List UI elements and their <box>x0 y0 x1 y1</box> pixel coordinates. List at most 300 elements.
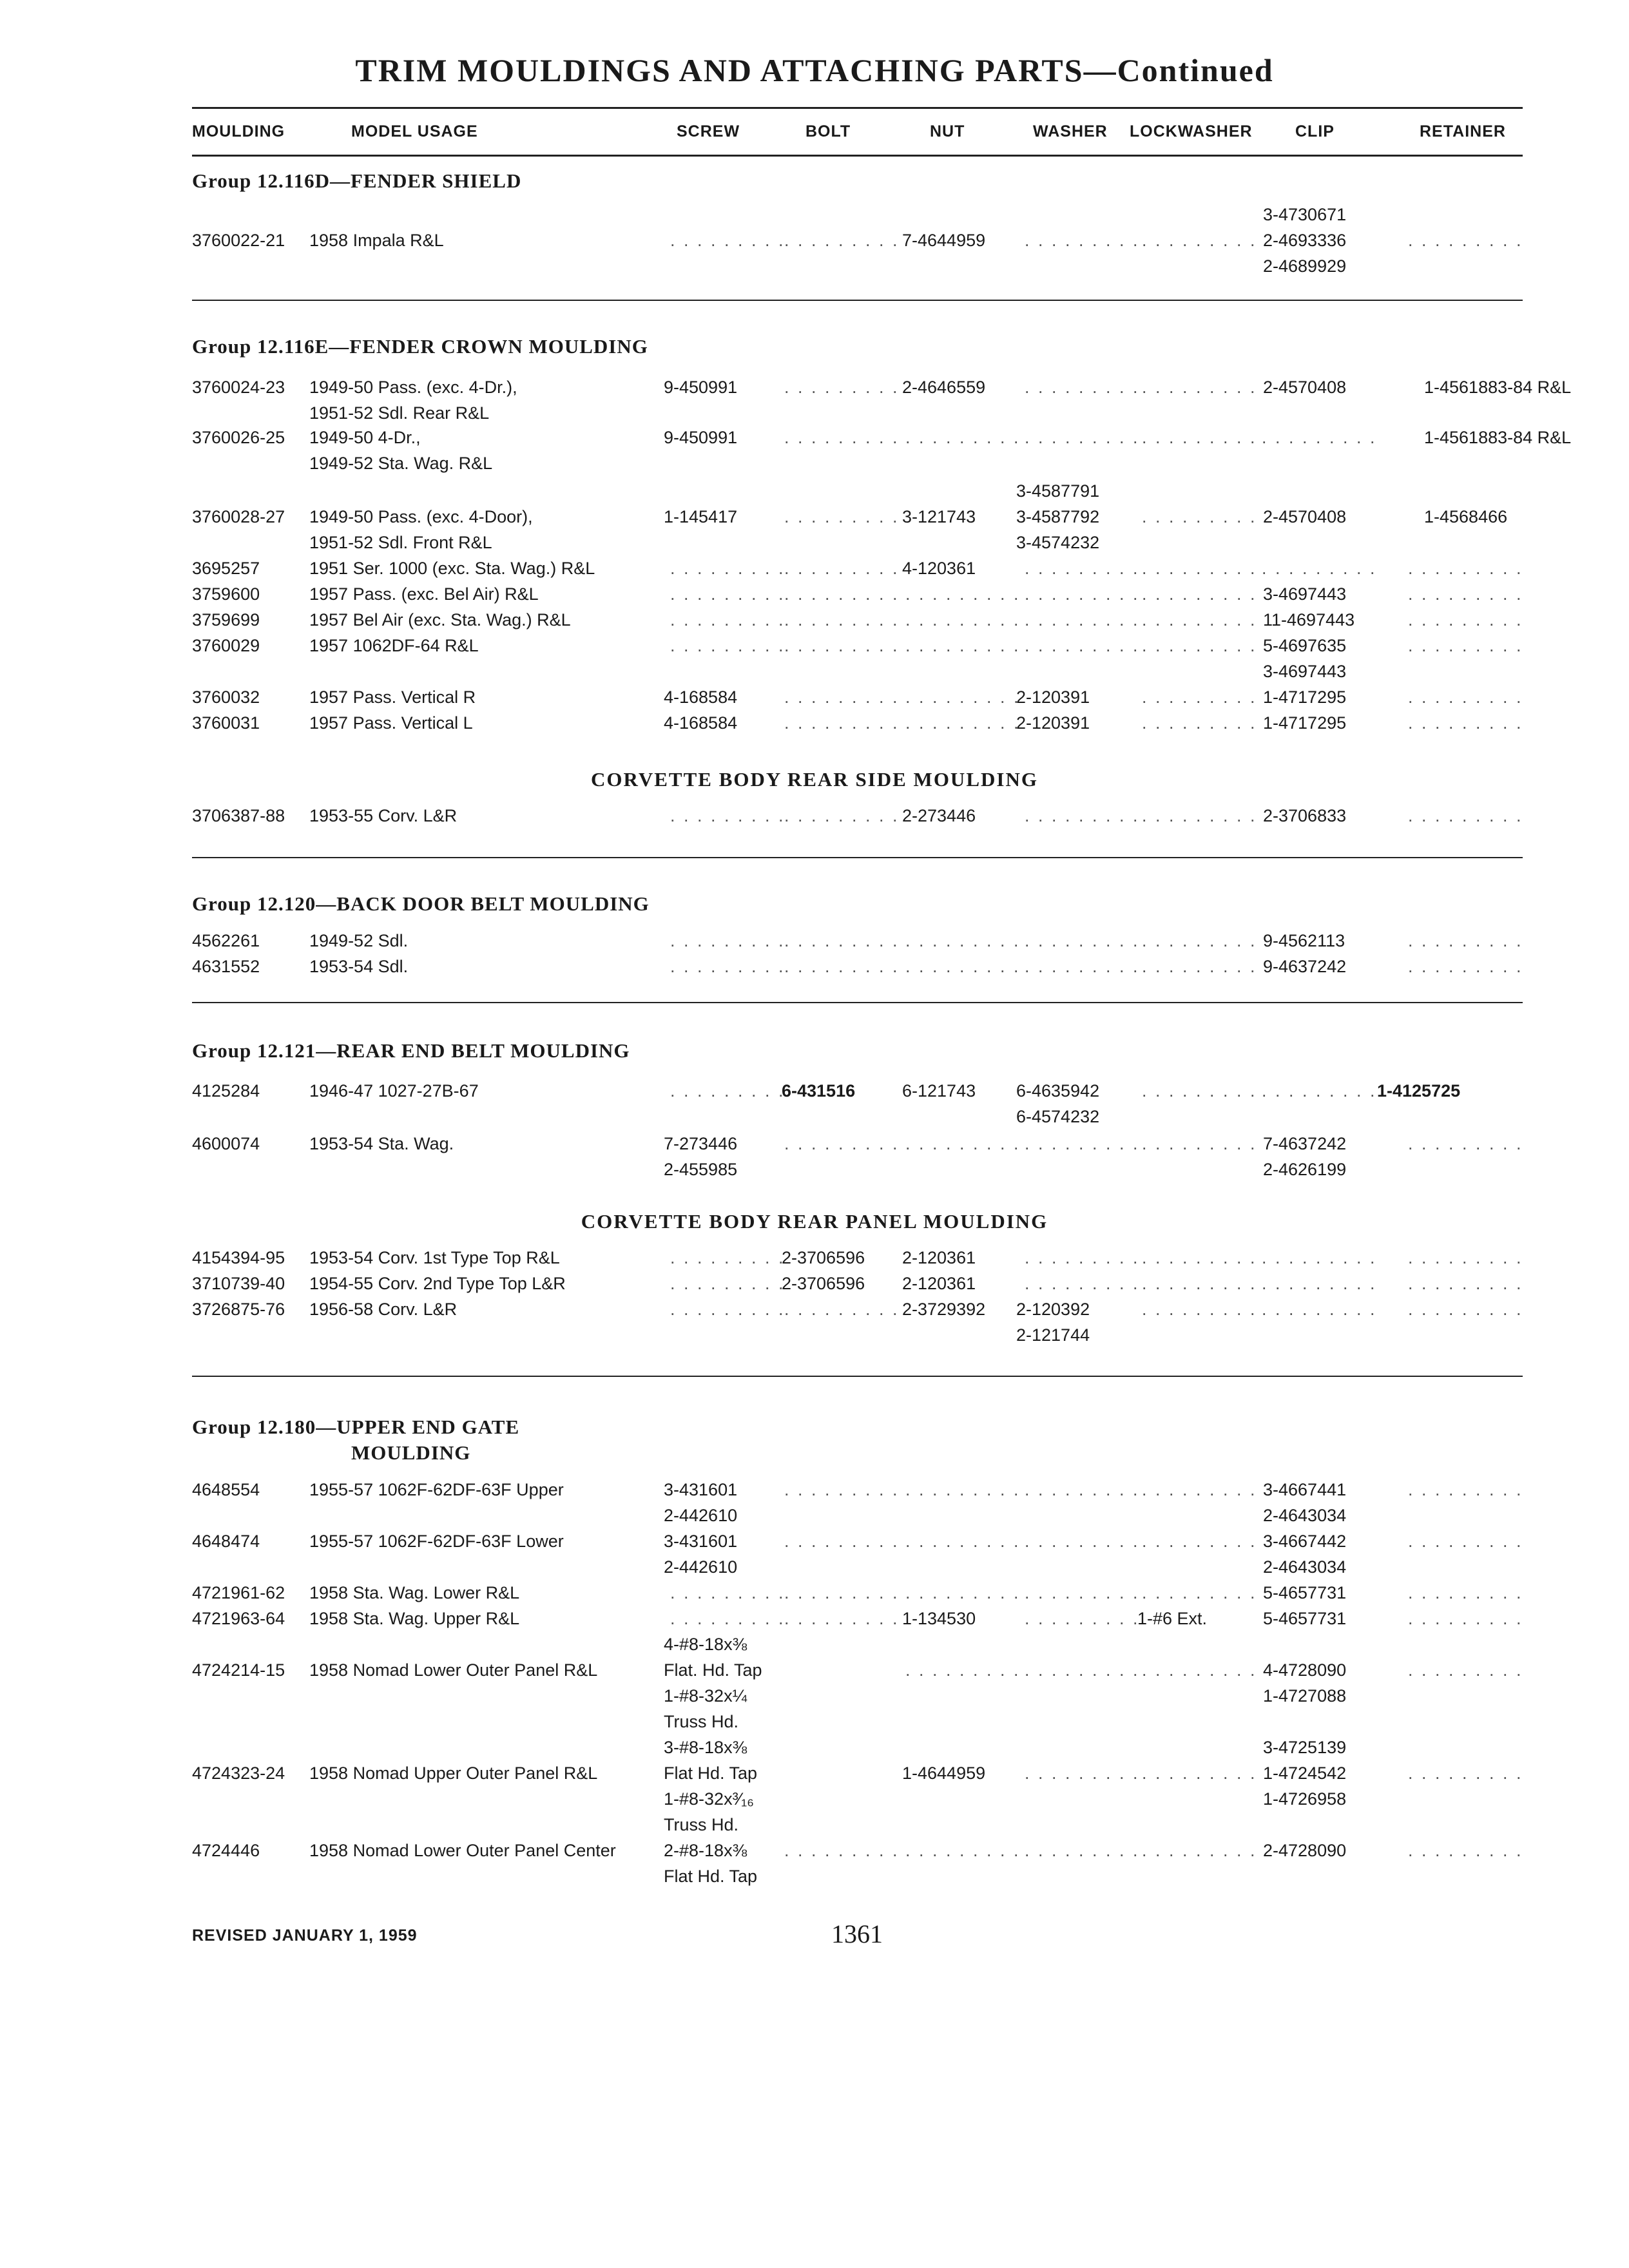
table-row <box>0 374 1629 400</box>
dot-leader: . . . . . . . . . <box>1408 1134 1523 1153</box>
table-row <box>0 425 1629 450</box>
col-header-nut: NUT <box>930 122 965 140</box>
cell-clip: 3-4697443 <box>1263 662 1347 681</box>
dot-leader: . . . . . . . . . <box>670 1081 786 1100</box>
cell-model: 1955-57 1062F-62DF-63F Lower <box>309 1532 564 1551</box>
dot-leader: . . . . . . . . . <box>1408 584 1523 604</box>
dot-leader: . . . . . . . . . <box>1025 584 1140 604</box>
dot-leader: . . . . . . . . . <box>784 1609 900 1628</box>
cell-part: 4724214-15 <box>192 1660 285 1680</box>
dot-leader: . . . . . . . . . <box>905 428 1021 447</box>
cell-washer: 2-120392 <box>1016 1300 1090 1319</box>
dot-leader: . . . . . . . . . <box>1408 957 1523 976</box>
cell-model: 1957 Pass. Vertical L <box>309 713 473 733</box>
cell-clip: 2-3706833 <box>1263 806 1347 825</box>
table-row <box>0 1838 1629 1863</box>
table-row <box>0 202 1629 227</box>
dot-leader: . . . . . . . . . <box>905 610 1021 629</box>
group-heading-upper-end-gate-line2: MOULDING <box>351 1441 471 1464</box>
cell-clip: 7-4637242 <box>1263 1134 1347 1153</box>
dot-leader: . . . . . . . . . <box>905 1660 1021 1680</box>
cell-model: 1949-52 Sdl. <box>309 931 409 950</box>
col-header-retainer: RETAINER <box>1420 122 1506 140</box>
cell-part: 3695257 <box>192 559 260 578</box>
cell-model: 1951-52 Sdl. Rear R&L <box>309 403 490 423</box>
table-row <box>0 1735 1629 1760</box>
cell-screw: Flat Hd. Tap <box>664 1763 758 1783</box>
dot-leader: . . . . . . . . . <box>1025 1134 1140 1153</box>
cell-bolt: 6-431516 <box>782 1081 856 1100</box>
cell-part: 3760031 <box>192 713 260 733</box>
dot-leader: . . . . . . . . . <box>1142 1480 1257 1499</box>
dot-leader: . . . . . . . . . <box>670 1583 786 1602</box>
table-row <box>0 1760 1629 1786</box>
dot-leader: . . . . . . . . . <box>1025 636 1140 655</box>
dot-leader: . . . . . . . . . <box>1262 559 1377 578</box>
group-heading-fender-crown: Group 12.116E—FENDER CROWN MOULDING <box>192 335 648 358</box>
group-heading-corvette-rear-side: CORVETTE BODY REAR SIDE MOULDING <box>591 768 1038 791</box>
cell-clip: 4-4728090 <box>1263 1660 1347 1680</box>
cell-ret: 1-4561883-84 R&L <box>1424 378 1572 397</box>
table-row <box>0 1709 1629 1735</box>
dot-leader: . . . . . . . . . <box>1408 713 1523 733</box>
dot-leader: . . . . . . . . . <box>1142 1274 1257 1293</box>
cell-screw: Truss Hd. <box>664 1712 739 1731</box>
cell-model: 1953-54 Sta. Wag. <box>309 1134 454 1153</box>
dot-leader: . . . . . . . . . <box>1142 1583 1257 1602</box>
table-row <box>0 684 1629 710</box>
dot-leader: . . . . . . . . . <box>1408 636 1523 655</box>
cell-screw: 1-#8-32x³⁄₁₆ <box>664 1789 755 1809</box>
table-row <box>0 1131 1629 1157</box>
cell-screw: Truss Hd. <box>664 1815 739 1834</box>
dot-leader: . . . . . . . . . <box>670 1248 786 1267</box>
cell-washer: 2-120391 <box>1016 687 1090 707</box>
cell-screw: 4-168584 <box>664 713 738 733</box>
cell-model: 1949-50 4-Dr., <box>309 428 421 447</box>
dot-leader: . . . . . . . . . <box>784 1583 900 1602</box>
cell-nut: 7-4644959 <box>902 231 986 250</box>
cell-clip: 1-4717295 <box>1263 713 1347 733</box>
cell-washer: 3-4587792 <box>1016 507 1100 526</box>
cell-nut: 6-121743 <box>902 1081 976 1100</box>
table-row <box>0 607 1629 633</box>
cell-screw: 9-450991 <box>664 428 738 447</box>
dot-leader: . . . . . . . . . <box>784 1532 900 1551</box>
dot-leader: . . . . . . . . . <box>1142 1660 1257 1680</box>
cell-screw: Flat. Hd. Tap <box>664 1660 762 1680</box>
table-row <box>0 1683 1629 1709</box>
table-row <box>0 954 1629 979</box>
dot-leader: . . . . . . . . . <box>670 1609 786 1628</box>
table-row <box>0 1528 1629 1554</box>
cell-screw: 1-#8-32x¼ <box>664 1686 747 1706</box>
cell-model: 1953-54 Corv. 1st Type Top R&L <box>309 1248 560 1267</box>
cell-clip: 1-4727088 <box>1263 1686 1347 1706</box>
dot-leader: . . . . . . . . . <box>905 713 1021 733</box>
cell-clip: 1-4726958 <box>1263 1789 1347 1809</box>
cell-nut: 1-134530 <box>902 1609 976 1628</box>
cell-washer: 6-4635942 <box>1016 1081 1100 1100</box>
cell-part: 4562261 <box>192 931 260 950</box>
cell-nut: 2-4646559 <box>902 378 986 397</box>
table-row <box>0 1503 1629 1528</box>
table-row <box>0 1580 1629 1606</box>
cell-part: 4154394-95 <box>192 1248 285 1267</box>
section-divider <box>192 300 1523 301</box>
dot-leader: . . . . . . . . . <box>784 584 900 604</box>
cell-part: 4648474 <box>192 1532 260 1551</box>
dot-leader: . . . . . . . . . <box>670 584 786 604</box>
cell-bolt: 2-3706596 <box>782 1248 865 1267</box>
cell-model: 1951-52 Sdl. Front R&L <box>309 533 492 552</box>
dot-leader: . . . . . . . . . <box>1408 231 1523 250</box>
dot-leader: . . . . . . . . . <box>1408 806 1523 825</box>
col-header-clip: CLIP <box>1295 122 1335 140</box>
cell-washer: 3-4587791 <box>1016 481 1100 501</box>
cell-part: 4724446 <box>192 1841 260 1860</box>
cell-washer: 2-121744 <box>1016 1325 1090 1345</box>
table-row <box>0 504 1629 530</box>
dot-leader: . . . . . . . . . <box>1142 378 1257 397</box>
dot-leader: . . . . . . . . . <box>784 559 900 578</box>
cell-screw: 3-431601 <box>664 1480 738 1499</box>
dot-leader: . . . . . . . . . <box>1142 1134 1257 1153</box>
section-divider <box>192 1376 1523 1377</box>
page-title: TRIM MOULDINGS AND ATTACHING PARTS—Continued <box>355 52 1274 88</box>
col-header-washer: WASHER <box>1033 122 1108 140</box>
table-row <box>0 555 1629 581</box>
dot-leader: . . . . . . . . . <box>1408 1300 1523 1319</box>
cell-part: 3760032 <box>192 687 260 707</box>
cell-clip: 2-4643034 <box>1263 1557 1347 1577</box>
cell-part: 4631552 <box>192 957 260 976</box>
cell-clip: 1-4724542 <box>1263 1763 1347 1783</box>
dot-leader: . . . . . . . . . <box>670 957 786 976</box>
dot-leader: . . . . . . . . . <box>1408 1248 1523 1267</box>
dot-leader: . . . . . . . . . <box>784 428 900 447</box>
cell-model: 1953-54 Sdl. <box>309 957 409 976</box>
cell-clip: 9-4562113 <box>1263 931 1345 950</box>
dot-leader: . . . . . . . . . <box>1262 1300 1377 1319</box>
dot-leader: . . . . . . . . . <box>1142 713 1257 733</box>
cell-model: 1953-55 Corv. L&R <box>309 806 458 825</box>
cell-clip: 2-4728090 <box>1263 1841 1347 1860</box>
dot-leader: . . . . . . . . . <box>1142 1300 1257 1319</box>
dot-leader: . . . . . . . . . <box>1262 1081 1377 1100</box>
cell-washer: 6-4574232 <box>1016 1107 1100 1126</box>
dot-leader: . . . . . . . . . <box>905 1480 1021 1499</box>
dot-leader: . . . . . . . . . <box>1025 806 1140 825</box>
cell-nut: 2-120361 <box>902 1274 976 1293</box>
table-row <box>0 1863 1629 1889</box>
table-row <box>0 928 1629 954</box>
col-header-bolt: BOLT <box>805 122 851 140</box>
dot-leader: . . . . . . . . . <box>905 957 1021 976</box>
cell-part: 3760029 <box>192 636 260 655</box>
cell-clip: 5-4657731 <box>1263 1609 1347 1628</box>
dot-leader: . . . . . . . . . <box>1025 1248 1140 1267</box>
table-row <box>0 478 1629 504</box>
cell-model: 1951 Ser. 1000 (exc. Sta. Wag.) R&L <box>309 559 595 578</box>
cell-screw: Flat Hd. Tap <box>664 1867 758 1886</box>
dot-leader: . . . . . . . . . <box>1025 931 1140 950</box>
dot-leader: . . . . . . . . . <box>670 610 786 629</box>
dot-leader: . . . . . . . . . <box>784 610 900 629</box>
dot-leader: . . . . . . . . . <box>1025 1609 1140 1628</box>
table-row <box>0 227 1629 253</box>
cell-model: 1958 Sta. Wag. Lower R&L <box>309 1583 520 1602</box>
group-heading-corvette-rear-panel: CORVETTE BODY REAR PANEL MOULDING <box>581 1210 1048 1233</box>
table-row <box>0 1786 1629 1812</box>
cell-part: 3760024-23 <box>192 378 285 397</box>
cell-clip: 11-4697443 <box>1263 610 1355 629</box>
dot-leader: . . . . . . . . . <box>1142 1248 1257 1267</box>
cell-screw: 2-455985 <box>664 1160 738 1179</box>
dot-leader: . . . . . . . . . <box>1025 1532 1140 1551</box>
cell-model: 1958 Nomad Lower Outer Panel R&L <box>309 1660 598 1680</box>
cell-model: 1958 Sta. Wag. Upper R&L <box>309 1609 520 1628</box>
cell-part: 3760026-25 <box>192 428 285 447</box>
dot-leader: . . . . . . . . . <box>1025 559 1140 578</box>
dot-leader: . . . . . . . . . <box>670 931 786 950</box>
dot-leader: . . . . . . . . . <box>1142 507 1257 526</box>
cell-model: 1949-50 Pass. (exc. 4-Dr.), <box>309 378 517 397</box>
table-row <box>0 633 1629 658</box>
dot-leader: . . . . . . . . . <box>1142 806 1257 825</box>
dot-leader: . . . . . . . . . <box>1025 1841 1140 1860</box>
revision-date: REVISED JANUARY 1, 1959 <box>192 1927 418 1945</box>
dot-leader: . . . . . . . . . <box>1142 1081 1257 1100</box>
dot-leader: . . . . . . . . . <box>905 1134 1021 1153</box>
table-row <box>0 1812 1629 1838</box>
cell-clip: 2-4626199 <box>1263 1160 1347 1179</box>
cell-screw: 4-168584 <box>664 687 738 707</box>
dot-leader: . . . . . . . . . <box>784 1841 900 1860</box>
cell-part: 4648554 <box>192 1480 260 1499</box>
section-divider <box>192 857 1523 858</box>
dot-leader: . . . . . . . . . <box>1142 957 1257 976</box>
dot-leader: . . . . . . . . . <box>1262 1274 1377 1293</box>
dot-leader: . . . . . . . . . <box>1408 559 1523 578</box>
dot-leader: . . . . . . . . . <box>1025 610 1140 629</box>
dot-leader: . . . . . . . . . <box>1025 1660 1140 1680</box>
dot-leader: . . . . . . . . . <box>905 687 1021 707</box>
cell-washer: 2-120391 <box>1016 713 1090 733</box>
dot-leader: . . . . . . . . . <box>1262 428 1377 447</box>
cell-screw: 9-450991 <box>664 378 738 397</box>
cell-screw: 2-442610 <box>664 1506 738 1525</box>
table-row <box>0 710 1629 736</box>
col-header-lockwasher: LOCKWASHER <box>1130 122 1253 140</box>
dot-leader: . . . . . . . . . <box>1142 1763 1257 1783</box>
cell-clip: 3-4667442 <box>1263 1532 1347 1551</box>
cell-part: 3706387-88 <box>192 806 285 825</box>
cell-part: 4721963-64 <box>192 1609 285 1628</box>
cell-model: 1957 Pass. Vertical R <box>309 687 476 707</box>
dot-leader: . . . . . . . . . <box>784 806 900 825</box>
dot-leader: . . . . . . . . . <box>784 507 900 526</box>
col-header-model-usage: MODEL USAGE <box>351 122 478 140</box>
dot-leader: . . . . . . . . . <box>1025 231 1140 250</box>
cell-ret: 1-4568466 <box>1424 507 1508 526</box>
dot-leader: . . . . . . . . . <box>784 1480 900 1499</box>
cell-model: 1956-58 Corv. L&R <box>309 1300 458 1319</box>
dot-leader: . . . . . . . . . <box>1025 1274 1140 1293</box>
dot-leader: . . . . . . . . . <box>1025 957 1140 976</box>
cell-clip: 5-4657731 <box>1263 1583 1347 1602</box>
dot-leader: . . . . . . . . . <box>670 806 786 825</box>
cell-nut: 4-120361 <box>902 559 976 578</box>
cell-part: 3759699 <box>192 610 260 629</box>
cell-screw: 2-442610 <box>664 1557 738 1577</box>
dot-leader: . . . . . . . . . <box>1025 1583 1140 1602</box>
dot-leader: . . . . . . . . . <box>784 713 900 733</box>
dot-leader: . . . . . . . . . <box>1025 1480 1140 1499</box>
dot-leader: . . . . . . . . . <box>784 1134 900 1153</box>
cell-ret: 1-4561883-84 R&L <box>1424 428 1572 447</box>
dot-leader: . . . . . . . . . <box>784 231 900 250</box>
cell-screw: 3-#8-18x⅜ <box>664 1738 747 1757</box>
cell-part: 4721961-62 <box>192 1583 285 1602</box>
dot-leader: . . . . . . . . . <box>670 1274 786 1293</box>
table-row <box>0 450 1629 476</box>
col-header-screw: SCREW <box>677 122 740 140</box>
dot-leader: . . . . . . . . . <box>784 636 900 655</box>
col-header-moulding: MOULDING <box>192 122 285 140</box>
dot-leader: . . . . . . . . . <box>905 636 1021 655</box>
cell-screw: 3-431601 <box>664 1532 738 1551</box>
cell-model: 1954-55 Corv. 2nd Type Top L&R <box>309 1274 566 1293</box>
cell-nut: 2-3729392 <box>902 1300 986 1319</box>
dot-leader: . . . . . . . . . <box>1408 1841 1523 1860</box>
table-row <box>0 1554 1629 1580</box>
dot-leader: . . . . . . . . . <box>905 1532 1021 1551</box>
table-row <box>0 1477 1629 1503</box>
table-row <box>0 1657 1629 1683</box>
dot-leader: . . . . . . . . . <box>1142 636 1257 655</box>
cell-model: 1958 Impala R&L <box>309 231 444 250</box>
dot-leader: . . . . . . . . . <box>670 1300 786 1319</box>
dot-leader: . . . . . . . . . <box>1408 1274 1523 1293</box>
dot-leader: . . . . . . . . . <box>784 687 900 707</box>
cell-nut: 2-120361 <box>902 1248 976 1267</box>
dot-leader: . . . . . . . . . <box>1142 584 1257 604</box>
cell-clip: 9-4637242 <box>1263 957 1347 976</box>
cell-part: 3759600 <box>192 584 260 604</box>
cell-nut: 1-4644959 <box>902 1763 986 1783</box>
cell-part: 4125284 <box>192 1081 260 1100</box>
dot-leader: . . . . . . . . . <box>905 931 1021 950</box>
cell-clip: 2-4570408 <box>1263 507 1347 526</box>
dot-leader: . . . . . . . . . <box>1408 1660 1523 1680</box>
dot-leader: . . . . . . . . . <box>670 636 786 655</box>
dot-leader: . . . . . . . . . <box>1408 610 1523 629</box>
table-row <box>0 581 1629 607</box>
dot-leader: . . . . . . . . . <box>1408 687 1523 707</box>
cell-washer: 3-4574232 <box>1016 533 1100 552</box>
table-row <box>0 803 1629 829</box>
group-heading-upper-end-gate: Group 12.180—UPPER END GATE <box>192 1416 520 1438</box>
dot-leader: . . . . . . . . . <box>1408 1480 1523 1499</box>
cell-model: 1955-57 1062F-62DF-63F Upper <box>309 1480 564 1499</box>
cell-model: 1946-47 1027-27B-67 <box>309 1081 479 1100</box>
cell-part: 4600074 <box>192 1134 260 1153</box>
dot-leader: . . . . . . . . . <box>1142 1841 1257 1860</box>
dot-leader: . . . . . . . . . <box>1408 931 1523 950</box>
cell-part: 4724323-24 <box>192 1763 285 1783</box>
cell-part: 3726875-76 <box>192 1300 285 1319</box>
dot-leader: . . . . . . . . . <box>1142 428 1257 447</box>
dot-leader: . . . . . . . . . <box>1262 1248 1377 1267</box>
dot-leader: . . . . . . . . . <box>905 584 1021 604</box>
group-heading-rear-end-belt: Group 12.121—REAR END BELT MOULDING <box>192 1039 630 1062</box>
cell-model: 1949-52 Sta. Wag. R&L <box>309 454 493 473</box>
page-number: 1361 <box>831 1919 883 1948</box>
dot-leader: . . . . . . . . . <box>905 1841 1021 1860</box>
cell-model: 1949-50 Pass. (exc. 4-Door), <box>309 507 533 526</box>
table-row <box>0 1245 1629 1271</box>
table-row <box>0 1322 1629 1348</box>
cell-clip: 3-4697443 <box>1263 584 1347 604</box>
dot-leader: . . . . . . . . . <box>784 957 900 976</box>
cell-clip: 2-4693336 <box>1263 231 1347 250</box>
dot-leader: . . . . . . . . . <box>670 559 786 578</box>
dot-leader: . . . . . . . . . <box>784 931 900 950</box>
cell-model: 1958 Nomad Lower Outer Panel Center <box>309 1841 616 1860</box>
dot-leader: . . . . . . . . . <box>1142 610 1257 629</box>
table-row <box>0 1296 1629 1322</box>
cell-clip: 2-4643034 <box>1263 1506 1347 1525</box>
cell-model: 1957 1062DF-64 R&L <box>309 636 479 655</box>
cell-clip: 3-4725139 <box>1263 1738 1347 1757</box>
cell-ret: 1-4125725 <box>1377 1081 1461 1100</box>
group-heading-fender-shield: Group 12.116D—FENDER SHIELD <box>192 169 522 192</box>
cell-clip: 2-4570408 <box>1263 378 1347 397</box>
dot-leader: . . . . . . . . . <box>784 378 900 397</box>
table-row <box>0 400 1629 426</box>
table-row <box>0 1271 1629 1296</box>
table-row <box>0 1078 1629 1104</box>
cell-bolt: 2-3706596 <box>782 1274 865 1293</box>
cell-nut: 2-273446 <box>902 806 976 825</box>
cell-model: 1958 Nomad Upper Outer Panel R&L <box>309 1763 598 1783</box>
header-rule-top <box>192 107 1523 109</box>
cell-screw: 4-#8-18x⅜ <box>664 1635 747 1654</box>
table-row <box>0 1157 1629 1182</box>
cell-model: 1957 Pass. (exc. Bel Air) R&L <box>309 584 539 604</box>
cell-clip: 5-4697635 <box>1263 636 1347 655</box>
cell-nut: 3-121743 <box>902 507 976 526</box>
cell-model: 1957 Bel Air (exc. Sta. Wag.) R&L <box>309 610 571 629</box>
cell-lock: 1-#6 Ext. <box>1137 1609 1208 1628</box>
group-heading-back-door-belt: Group 12.120—BACK DOOR BELT MOULDING <box>192 892 650 915</box>
cell-screw: 2-#8-18x⅜ <box>664 1841 747 1860</box>
dot-leader: . . . . . . . . . <box>1408 1763 1523 1783</box>
dot-leader: . . . . . . . . . <box>784 1300 900 1319</box>
dot-leader: . . . . . . . . . <box>1142 1532 1257 1551</box>
dot-leader: . . . . . . . . . <box>1408 1609 1523 1628</box>
dot-leader: . . . . . . . . . <box>1142 687 1257 707</box>
header-rule-bottom <box>192 155 1523 157</box>
table-row <box>0 1104 1629 1129</box>
dot-leader: . . . . . . . . . <box>1408 1583 1523 1602</box>
cell-clip: 3-4730671 <box>1263 205 1347 224</box>
table-row <box>0 1606 1629 1631</box>
cell-screw: 7-273446 <box>664 1134 738 1153</box>
cell-clip: 2-4689929 <box>1263 256 1347 276</box>
dot-leader: . . . . . . . . . <box>1142 559 1257 578</box>
